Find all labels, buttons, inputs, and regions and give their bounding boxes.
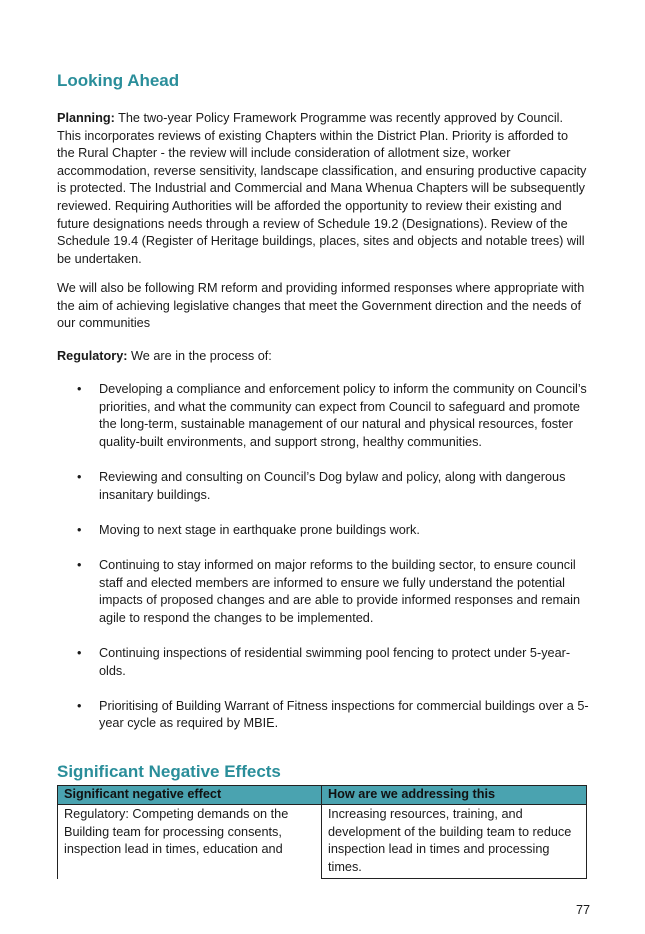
bullet-text: Reviewing and consulting on Council’s Dog bylaw and policy, along with dangerous insanitary buildings. [99,469,566,502]
table-cell-addressing: Increasing resources, training, and development of the building team to reduce inspection lead in times and processing times. [322,805,587,879]
column-header-addressing: How are we addressing this [322,786,587,805]
bullet-item [57,469,590,504]
regulatory-paragraph [57,348,589,366]
bullet-text: Continuing to stay informed on major reforms to the building sector, to ensure council staff and elected members are informed to ensure we fully understand the potential impacts of proposed changes and are able to provide informed responses and remain agile to respond the changes to be implemented. [99,557,581,625]
bullet-glyph: • [77,557,82,572]
planning-label: Planning: [57,111,115,125]
bullet-glyph: • [77,522,82,537]
rm-reform-paragraph: We will also be following RM reform and providing informed responses where appropriate with the aim of achieving legislative changes that meet the Government direction and the needs of our communities [57,281,585,331]
table-cell-effect: Regulatory: Competing demands on the Building team for processing consents, inspection lead in times, education and [58,805,322,879]
table-header-row [58,786,587,805]
section-heading-looking-ahead: Looking Ahead [57,71,180,90]
page-number: 77 [576,903,591,917]
planning-paragraph [57,110,589,268]
bullet-glyph: • [77,645,82,660]
bullet-item [57,522,590,540]
section-heading-significant-negative-effects: Significant Negative Effects [57,762,281,781]
negative-effects-table [57,785,587,879]
bullet-item [57,698,590,733]
bullet-item [57,557,590,627]
regulatory-bullet-list [57,381,590,750]
bullet-text: Moving to next stage in earthquake prone buildings work. [99,522,420,537]
regulatory-label: Regulatory: [57,349,128,363]
bullet-text: Prioritising of Building Warrant of Fitness inspections for commercial buildings over a 5-year cycle as required by MBIE. [99,698,589,731]
bullet-glyph: • [77,382,82,396]
bullet-glyph: • [77,469,82,484]
bullet-item [57,381,590,451]
planning-text: The two-year Policy Framework Programme was recently approved by Council. This incorporates reviews of existing Chapters within the District Plan. Priority is afforded to the Rural Chapter - the review will include consideration of allotment size, worker accommodation, reverse sensitivity, landscape classification, and ensuring productive capacity is protected. The Industrial and Commercial and Mana Whenua Chapters will be subsequently reviewed. Requiring Authorities will be afforded the opportunity to review their existing and future designations needs through a review of Schedule 19.2 (Designations). Review of the Schedule 19.4 (Register of Heritage buildings, places, sites and objects and notable trees) will be undertaken. [57,111,587,266]
bullet-text: Developing a compliance and enforcement policy to inform the community on Council’s priorities, and what the community can expect from Council to safeguard and promote the long-term, sustainable management of our natural and physical resources, foster quality-built environments, and support strong, healthy communities. [99,382,587,449]
table-row [58,805,587,879]
column-header-effect: Significant negative effect [58,786,322,805]
regulatory-text: We are in the process of: [127,349,272,363]
bullet-glyph: • [77,698,82,713]
bullet-text: Continuing inspections of residential swimming pool fencing to protect under 5-year-olds. [99,645,571,678]
bullet-item [57,645,590,680]
